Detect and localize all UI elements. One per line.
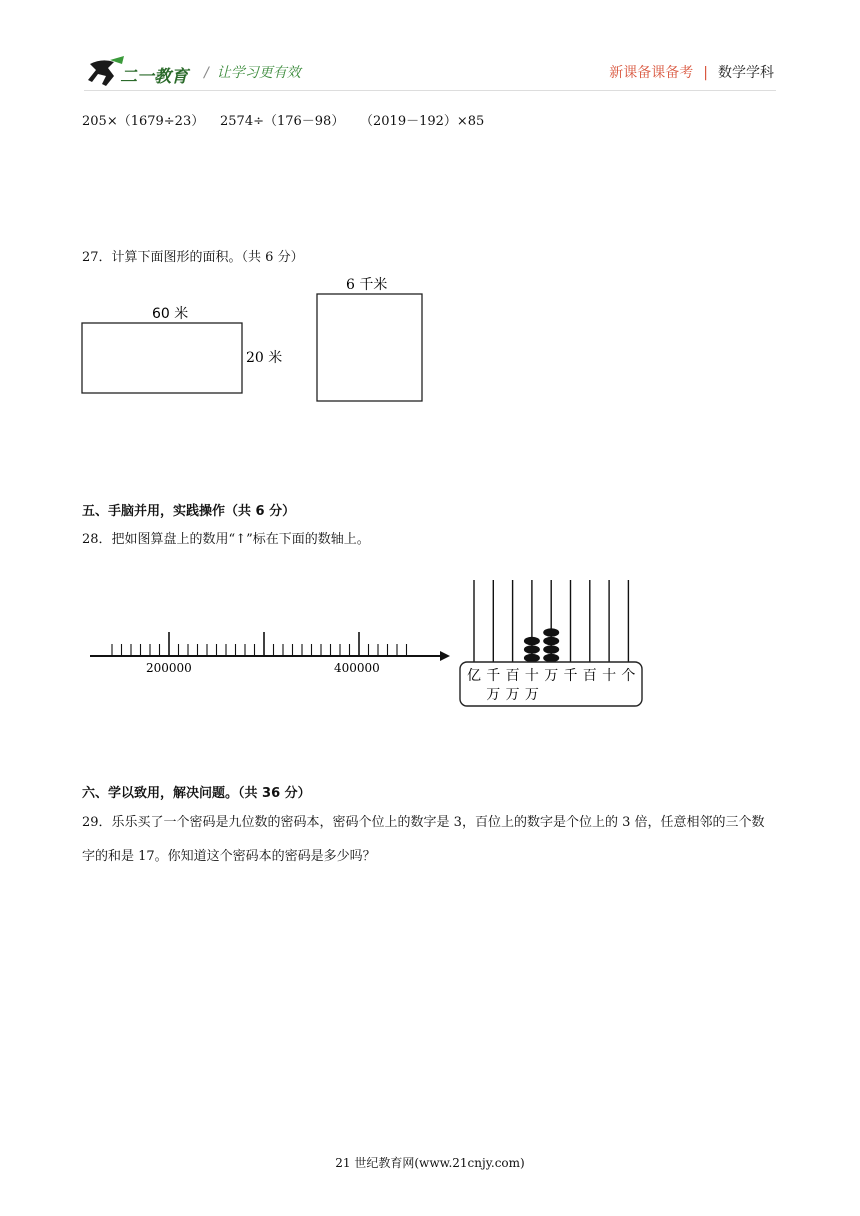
square-label: 6 千米 <box>346 277 388 293</box>
abacus <box>456 578 646 710</box>
abacus-bead <box>524 645 540 654</box>
logo <box>84 56 204 90</box>
place-label: 个 <box>621 668 636 684</box>
question-27: 27．计算下面图形的面积。（共 6 分） <box>82 250 304 265</box>
place-label: 十 <box>602 668 617 684</box>
question-28: 28．把如图算盘上的数用“↑”标在下面的数轴上。 <box>82 532 370 547</box>
axis-label-200000: 200000 <box>146 661 192 675</box>
place-label-wan: 万 <box>524 687 539 703</box>
runner-icon <box>88 60 114 86</box>
formula-2: 2574÷（176－98） <box>220 114 345 129</box>
header-right <box>609 62 774 82</box>
section-6-heading: 六、学以致用，解决问题。（共 36 分） <box>82 786 311 801</box>
place-label-wan: 万 <box>505 687 520 703</box>
abacus-bead <box>524 637 540 646</box>
header-course-label: 新课备课备考 <box>609 65 694 81</box>
rect-side-label: 20 米 <box>246 350 283 366</box>
square <box>317 294 422 401</box>
abacus-bead <box>543 645 559 654</box>
slogan-text: 让学习更有效 <box>216 65 301 81</box>
abacus-bead <box>524 654 540 663</box>
axis-label-400000: 400000 <box>334 661 380 675</box>
place-label: 十 <box>524 668 539 684</box>
place-label: 百 <box>505 668 520 684</box>
abacus-bead <box>543 637 559 646</box>
header-subject-label: 数学学科 <box>718 65 774 81</box>
footer: 21 世纪教育网(www.21cnjy.com) <box>335 1156 525 1170</box>
abacus-bead <box>543 628 559 637</box>
rect-top-label: 60 米 <box>152 306 189 322</box>
formula-3: （2019－192）×85 <box>360 114 485 129</box>
arrow-head-icon <box>440 651 450 661</box>
place-label: 千 <box>563 668 578 684</box>
place-label: 千 <box>486 668 501 684</box>
header-separator: | <box>703 65 708 81</box>
number-line <box>86 620 456 680</box>
rectangle <box>82 323 242 393</box>
section-5-heading: 五、手脑并用，实践操作（共 6 分） <box>82 504 296 519</box>
formula-1: 205×（1679÷23） <box>82 114 205 129</box>
slogan: / 让学习更有效 <box>204 65 301 81</box>
abacus-bead <box>543 654 559 663</box>
question-29: 29．乐乐买了一个密码是九位数的密码本，密码个位上的数字是 3，百位上的数字是个位上的 3 倍，任意相邻的三个数字的和是 17。你知道这个密码本的密码是多少吗？ <box>82 815 765 864</box>
header-divider <box>84 90 776 91</box>
logo-text: 二一教育 <box>120 67 188 87</box>
area-figures <box>76 270 436 410</box>
place-label: 亿 <box>467 668 481 684</box>
place-label: 百 <box>582 668 597 684</box>
place-label-wan: 万 <box>486 687 501 703</box>
place-label: 万 <box>544 668 559 684</box>
